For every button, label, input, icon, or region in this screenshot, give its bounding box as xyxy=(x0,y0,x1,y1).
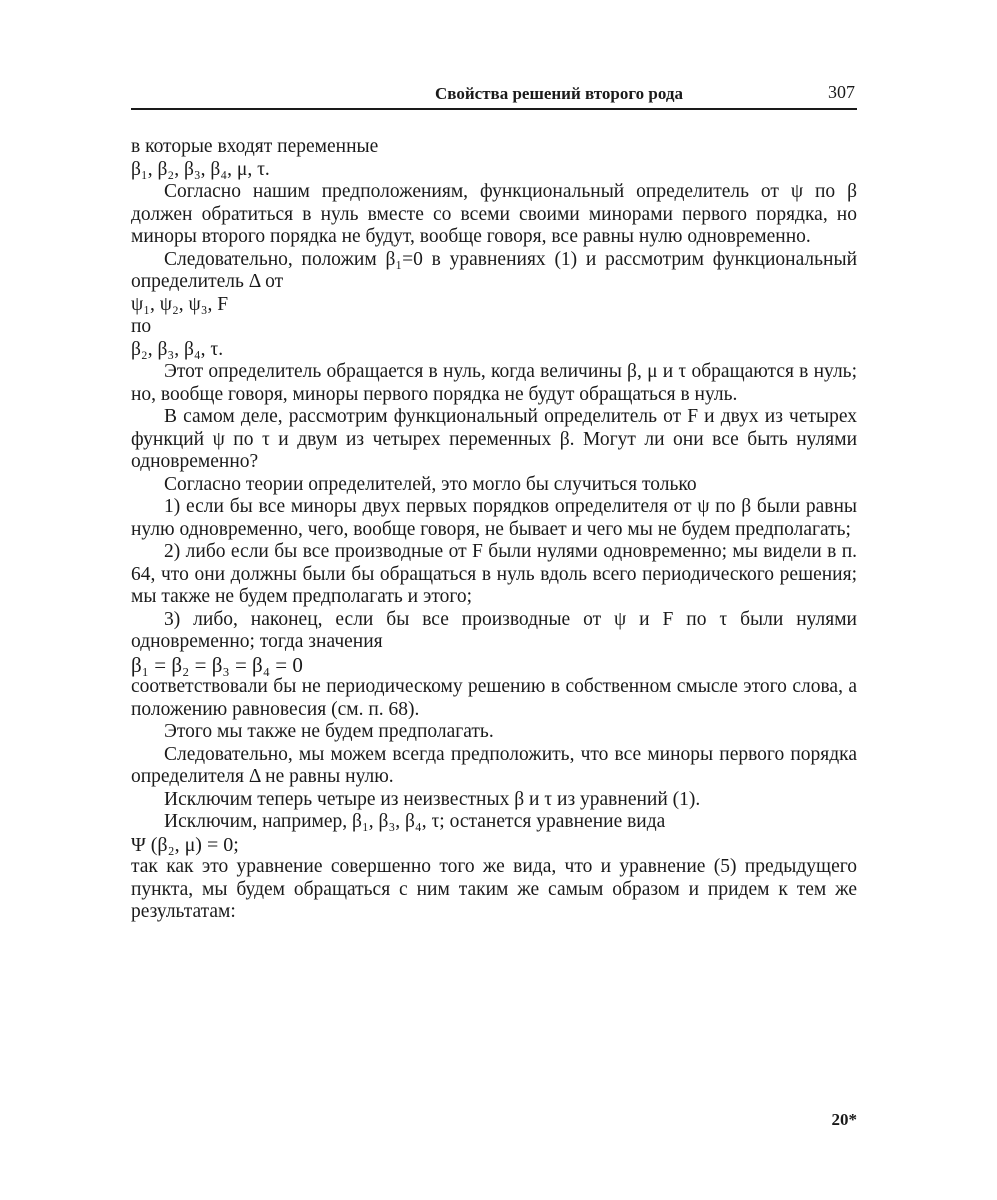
formula-equilibrium: β₁ = β₂ = β₃ = β₄ = 0 xyxy=(131,652,303,677)
paragraph: соответствовали бы не периодическому решению в собственном смысле этого слова, а положению равновесия (см. п. 68). xyxy=(131,676,857,720)
running-head-title: Свойства решений второго рода xyxy=(435,84,683,103)
body-text xyxy=(131,136,857,924)
formula-functions: ψ₁, ψ₂, ψ₃, F xyxy=(131,293,229,315)
paragraph: так как это уравнение совершенно того же вида, что и уравнение (5) предыдущего пункта, мы будем обращаться с ним таким же самым образом и придем к тем же результатам: xyxy=(131,856,857,922)
paragraph: Согласно теории определителей, это могло бы случиться только xyxy=(164,473,697,495)
paragraph: Следовательно, положим β₁=0 в уравнениях (1) и рассмотрим функциональный определитель Δ от xyxy=(131,248,857,292)
formula-variables-2: β₂, β₃, β₄, τ. xyxy=(131,338,224,360)
paragraph: 3) либо, наконец, если бы все производные от ψ и F по τ были нулями одновременно; тогда значения xyxy=(131,608,857,652)
paragraph: 1) если бы все миноры двух первых порядков определителя от ψ по β были равны нулю одновременно, чего, вообще говоря, не бывает и чего мы не будем предполагать; xyxy=(131,496,857,540)
paragraph: Следовательно, мы можем всегда предположить, что все миноры первого порядка определителя Δ не равны нулю. xyxy=(131,743,857,787)
formula-variables: β₁, β₂, β₃, β₄, μ, τ. xyxy=(131,158,270,180)
page-number: 307 xyxy=(828,82,855,102)
paragraph: Исключим, например, β₁, β₃, β₄, τ; останется уравнение вида xyxy=(164,811,666,832)
running-head xyxy=(131,76,857,110)
paragraph: по xyxy=(131,316,152,337)
paragraph: Согласно нашим предположениям, функциональный определитель от ψ по β должен обратиться в нуль вместе со всеми своими минорами первого порядка, но миноры второго порядка не будут, вообще говоря, все равны нулю одновременно. xyxy=(131,181,857,247)
signature-mark: 20* xyxy=(831,1110,857,1129)
paragraph: 2) либо если бы все производные от F были нулями одновременно; мы видели в п. 64, что они должны были бы обращаться в нуль вдоль всего периодического решения; мы также не будем предполагать и этого; xyxy=(131,541,857,607)
formula-psi: Ψ (β₂, μ) = 0; xyxy=(131,833,239,856)
paragraph: В самом деле, рассмотрим функциональный определитель от F и двух из четырех функций ψ по τ и двум из четырех переменных β. Могут ли они все быть нулями одновременно? xyxy=(131,406,857,472)
paragraph: Этот определитель обращается в нуль, когда величины β, μ и τ обращаются в нуль; но, вообще говоря, миноры первого порядка не будут обращаться в нуль. xyxy=(131,361,857,405)
paragraph: в которые входят переменные xyxy=(131,136,379,157)
paragraph: Исключим теперь четыре из неизвестных β и τ из уравнений (1). xyxy=(164,788,701,810)
paragraph: Этого мы также не будем предполагать. xyxy=(164,721,494,742)
